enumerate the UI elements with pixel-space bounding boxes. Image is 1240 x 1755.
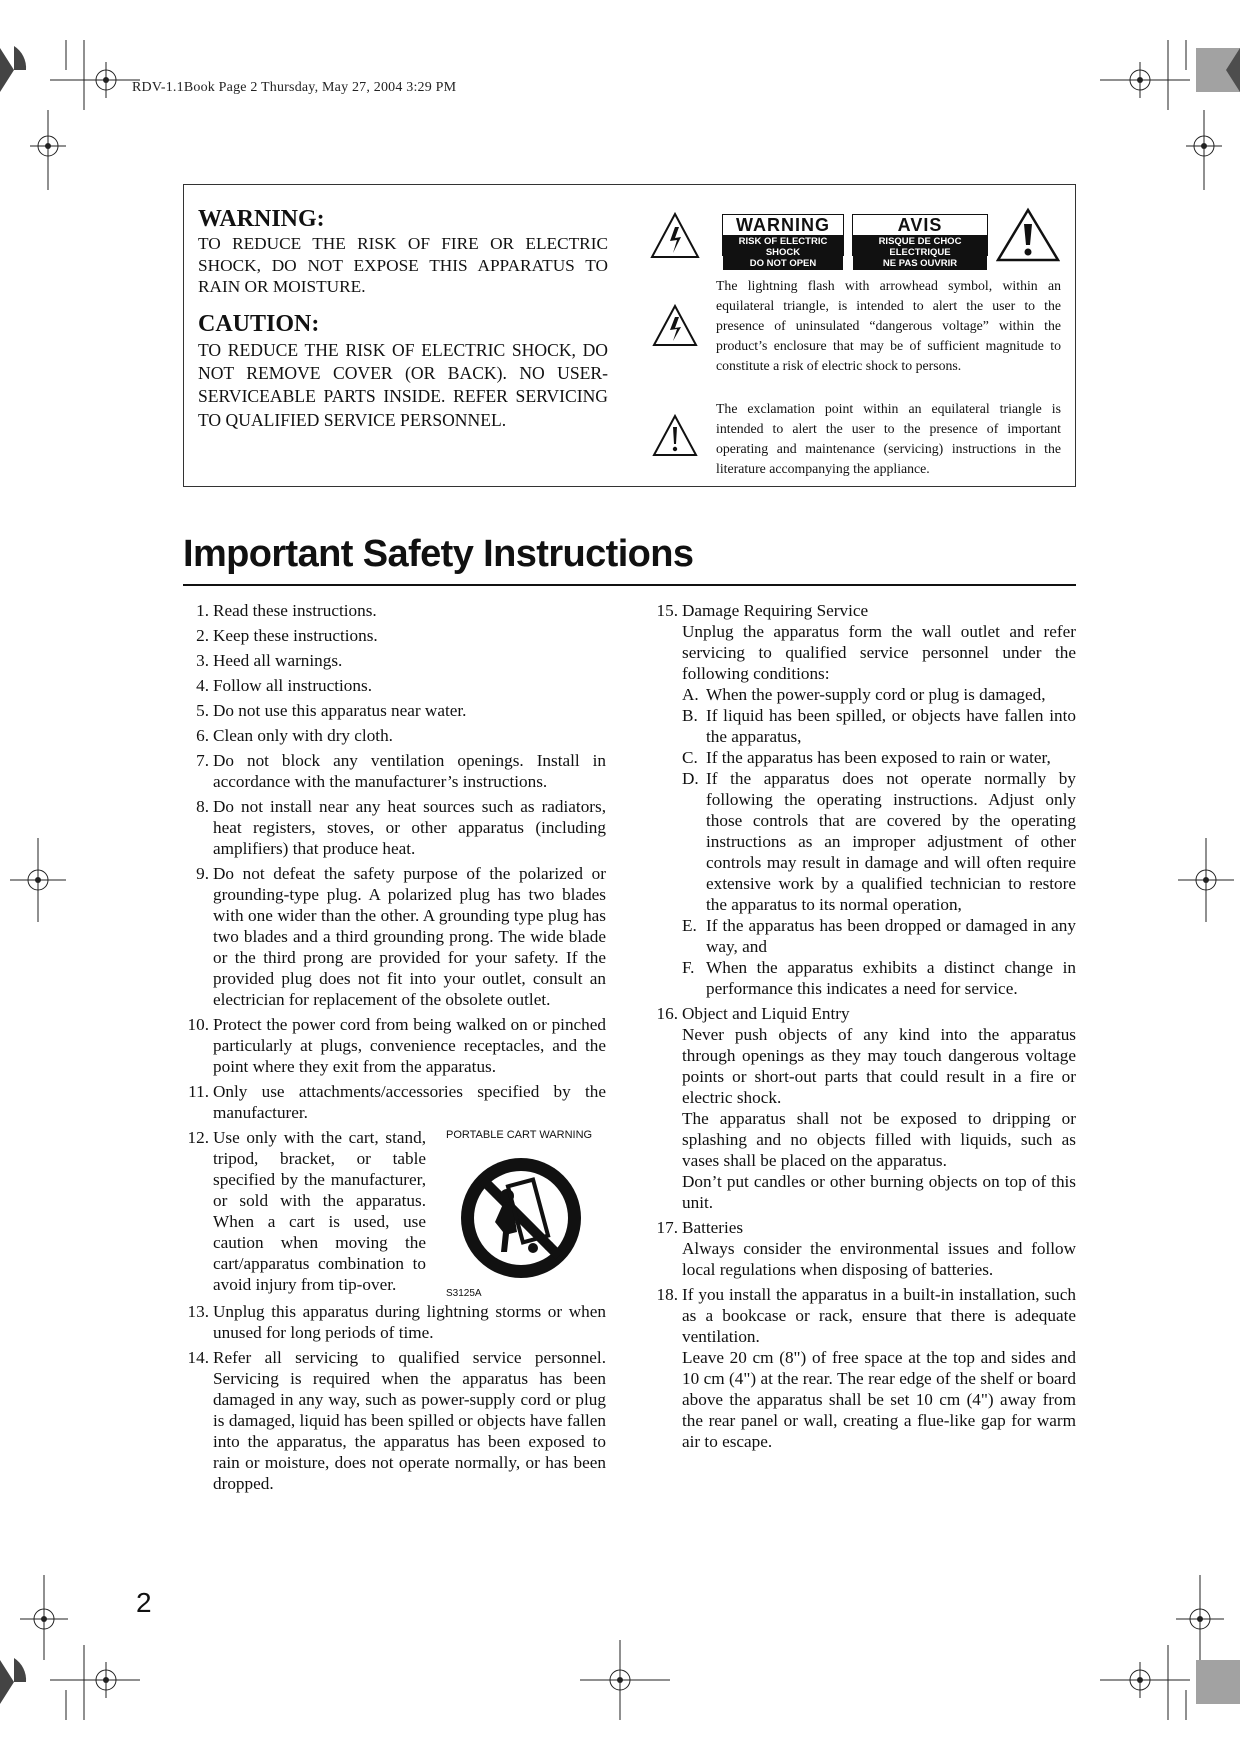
right-column: [652, 600, 1076, 1456]
item-heading: Object and Liquid Entry: [682, 1004, 850, 1023]
item-paragraph: If you install the apparatus in a built-in installation, such as a bookcase or rack, ensure that there is adequate ventilation.: [682, 1285, 1076, 1346]
lightning-triangle-icon: [650, 211, 700, 261]
item-text: Read these instructions.: [213, 601, 377, 620]
item-number: 13.: [187, 1302, 209, 1321]
item-text: Do not install near any heat sources such as radiators, heat registers, stoves, or other apparatus (including amplifiers) that produce heat.: [213, 797, 606, 858]
list-item: [183, 750, 606, 792]
condition-text: If the apparatus has been exposed to rain or water,: [706, 748, 1051, 767]
condition-item: [682, 957, 1076, 999]
condition-item: [682, 705, 1076, 747]
item-number: 11.: [188, 1082, 209, 1101]
list-item: [183, 675, 606, 696]
item-number: 9.: [196, 864, 209, 883]
warning-box: [183, 184, 1076, 487]
condition-text: If the apparatus has been dropped or damaged in any way, and: [706, 916, 1076, 956]
list-item: [183, 650, 606, 671]
list-item: [183, 796, 606, 859]
condition-letter: F.: [682, 958, 695, 977]
avis-label-line2: NE PAS OUVRIR: [882, 258, 958, 269]
item-number: 7.: [196, 751, 209, 770]
list-item: [183, 725, 606, 746]
item-paragraph: Don’t put candles or other burning objects on top of this unit.: [682, 1172, 1076, 1212]
item-text: Refer all servicing to qualified service personnel. Servicing is required when the apparatus has been damaged in any way, such as power-supply cord or plug is damaged, liquid has been spilled or objects have fallen into the apparatus, the apparatus has been exposed to rain or moisture, does not operate normally, or has been dropped.: [213, 1348, 606, 1493]
lightning-triangle-small-icon: [652, 303, 698, 349]
cart-warning-label: PORTABLE CART WARNING: [446, 1129, 593, 1141]
condition-item: [682, 747, 1076, 768]
list-item: [183, 1301, 606, 1343]
warning-text: TO REDUCE THE RISK OF FIRE OR ELECTRIC SHOCK, DO NOT EXPOSE THIS APPARATUS TO RAIN OR MOISTURE.: [198, 234, 608, 297]
item-heading: Batteries: [682, 1218, 744, 1237]
page-number: 2: [136, 1587, 152, 1618]
item-text: Only use attachments/accessories specified by the manufacturer.: [213, 1082, 606, 1122]
avis-label-line1: RISQUE DE CHOC ELECTRIQUE: [878, 236, 962, 258]
item-text: Unplug this apparatus during lightning storms or when unused for long periods of time.: [213, 1302, 606, 1342]
item-text: Use only with the cart, stand, tripod, bracket, or table specified by the manufacturer, or sold with the apparatus. When a cart is used, use caution when moving the cart/apparatus combination to avoid injury from tip-over.: [213, 1128, 426, 1294]
condition-letter: A.: [682, 685, 699, 704]
item-paragraph: Leave 20 cm (8") of free space at the top and sides and 10 cm (4") at the rear. The rear edge of the shelf or board above the apparatus shall be set 10 cm (4") away from the rear panel or wall, creating a flue-like gap for warm air to escape.: [682, 1348, 1076, 1451]
item-text: Clean only with dry cloth.: [213, 726, 393, 745]
item-number: 5.: [196, 701, 209, 720]
condition-text: If liquid has been spilled, or objects have fallen into the apparatus,: [706, 706, 1076, 746]
page-title: Important Safety Instructions: [183, 533, 694, 575]
item-paragraph: Never push objects of any kind into the apparatus through openings as they may touch dangerous voltage points or short-out parts that could result in a fire or electric shock.: [682, 1025, 1076, 1107]
list-item-15: [652, 600, 1076, 999]
item-text: Follow all instructions.: [213, 676, 372, 695]
caution-heading: CAUTION:: [198, 311, 320, 337]
caution-text: TO REDUCE THE RISK OF ELECTRIC SHOCK, DO NOT REMOVE COVER (OR BACK). NO USER-SERVICEABLE PARTS INSIDE. REFER SERVICING TO QUALIFIED SERVICE PERSONNEL.: [198, 340, 608, 430]
avis-label: [852, 214, 988, 269]
condition-letter: B.: [682, 706, 698, 725]
item-number: 15.: [656, 601, 678, 620]
warning-label-title: WARNING: [736, 215, 830, 235]
item-text: Do not defeat the safety purpose of the polarized or grounding-type plug. A polarized plug has two blades with one wider than the other. A grounding type plug has two blades and a third grounding prong. The wide blade or the third prong are provided for your safety. If the provided plug does not fit into your outlet, consult an electrician for replacement of the obsolete outlet.: [213, 864, 606, 1009]
list-item-18: [652, 1284, 1076, 1452]
exclamation-triangle-small-icon: [652, 413, 698, 459]
condition-text: When the apparatus exhibits a distinct change in performance this indicates a need for service.: [706, 958, 1076, 998]
condition-letter: C.: [682, 748, 698, 767]
item-number: 12.: [187, 1128, 209, 1147]
warning-label-line2: DO NOT OPEN: [749, 258, 817, 269]
item-paragraph: Always consider the environmental issues and follow local regulations when disposing of batteries.: [682, 1239, 1076, 1279]
item-number: 8.: [196, 797, 209, 816]
item-text: Do not block any ventilation openings. Install in accordance with the manufacturer’s instructions.: [213, 751, 606, 791]
warning-heading: WARNING:: [198, 206, 325, 232]
warning-label: [722, 214, 844, 269]
item-text: Heed all warnings.: [213, 651, 343, 670]
item-text: Do not use this apparatus near water.: [213, 701, 467, 720]
exclamation-description: The exclamation point within an equilateral triangle is intended to alert the user to the presence of important operating and maintenance (servicing) instructions in the literature accompanying the appliance.: [716, 401, 1061, 476]
item-number: 18.: [656, 1285, 678, 1304]
item-number: 10.: [187, 1015, 209, 1034]
list-item: [183, 1081, 606, 1123]
item-number: 6.: [196, 726, 209, 745]
condition-letter: E.: [682, 916, 697, 935]
left-column: [183, 600, 606, 1498]
condition-text: When the power-supply cord or plug is damaged,: [706, 685, 1046, 704]
print-slug-header: RDV-1.1Book Page 2 Thursday, May 27, 2004 3:29 PM: [132, 80, 457, 95]
condition-item: [682, 915, 1076, 957]
item-number: 1.: [196, 601, 209, 620]
cart-code: S3125A: [446, 1288, 482, 1299]
warning-label-line1: RISK OF ELECTRIC SHOCK: [738, 236, 828, 258]
item-number: 2.: [196, 626, 209, 645]
list-item: [183, 625, 606, 646]
list-item: [183, 863, 606, 1010]
condition-letter: D.: [682, 769, 699, 788]
item-number: 14.: [187, 1348, 209, 1367]
list-item-16: [652, 1003, 1076, 1213]
list-item: [183, 1014, 606, 1077]
condition-item: [682, 684, 1076, 705]
item-heading: Damage Requiring Service: [682, 601, 869, 620]
list-item: [183, 700, 606, 721]
list-item: [183, 600, 606, 621]
item-paragraph: The apparatus shall not be exposed to dripping or splashing and no objects filled with liquids, such as vases shall be placed on the apparatus.: [682, 1109, 1076, 1170]
item-number: 17.: [656, 1218, 678, 1237]
list-item-12: [183, 1127, 606, 1297]
condition-item: [682, 768, 1076, 915]
item-number: 16.: [656, 1004, 678, 1023]
avis-label-title: AVIS: [897, 215, 943, 235]
cart-tipover-icon: [455, 1152, 587, 1284]
list-item-17: [652, 1217, 1076, 1280]
item-text: Protect the power cord from being walked on or pinched particularly at plugs, convenience receptacles, and the point where they exit from the apparatus.: [213, 1015, 606, 1076]
condition-text: If the apparatus does not operate normally by following the operating instructions. Adjust only those controls that are covered by the operating instructions as an improper adjustment of other controls may result in damage and will often require extensive work by a qualified technician to restore the apparatus to its normal operation,: [706, 769, 1076, 914]
title-rule: [183, 584, 1076, 586]
item-intro: Unplug the apparatus form the wall outlet and refer servicing to qualified service personnel under the following conditions:: [682, 622, 1076, 683]
exclamation-triangle-icon: [996, 207, 1060, 263]
item-number: 4.: [196, 676, 209, 695]
item-text: Keep these instructions.: [213, 626, 378, 645]
item-number: 3.: [196, 651, 209, 670]
lightning-description: The lightning flash with arrowhead symbol, within an equilateral triangle, is intended to alert the user to the presence of uninsulated “dangerous voltage” within the product’s enclosure that may be of sufficient magnitude to constitute a risk of electric shock to persons.: [716, 278, 1061, 373]
list-item: [183, 1347, 606, 1494]
